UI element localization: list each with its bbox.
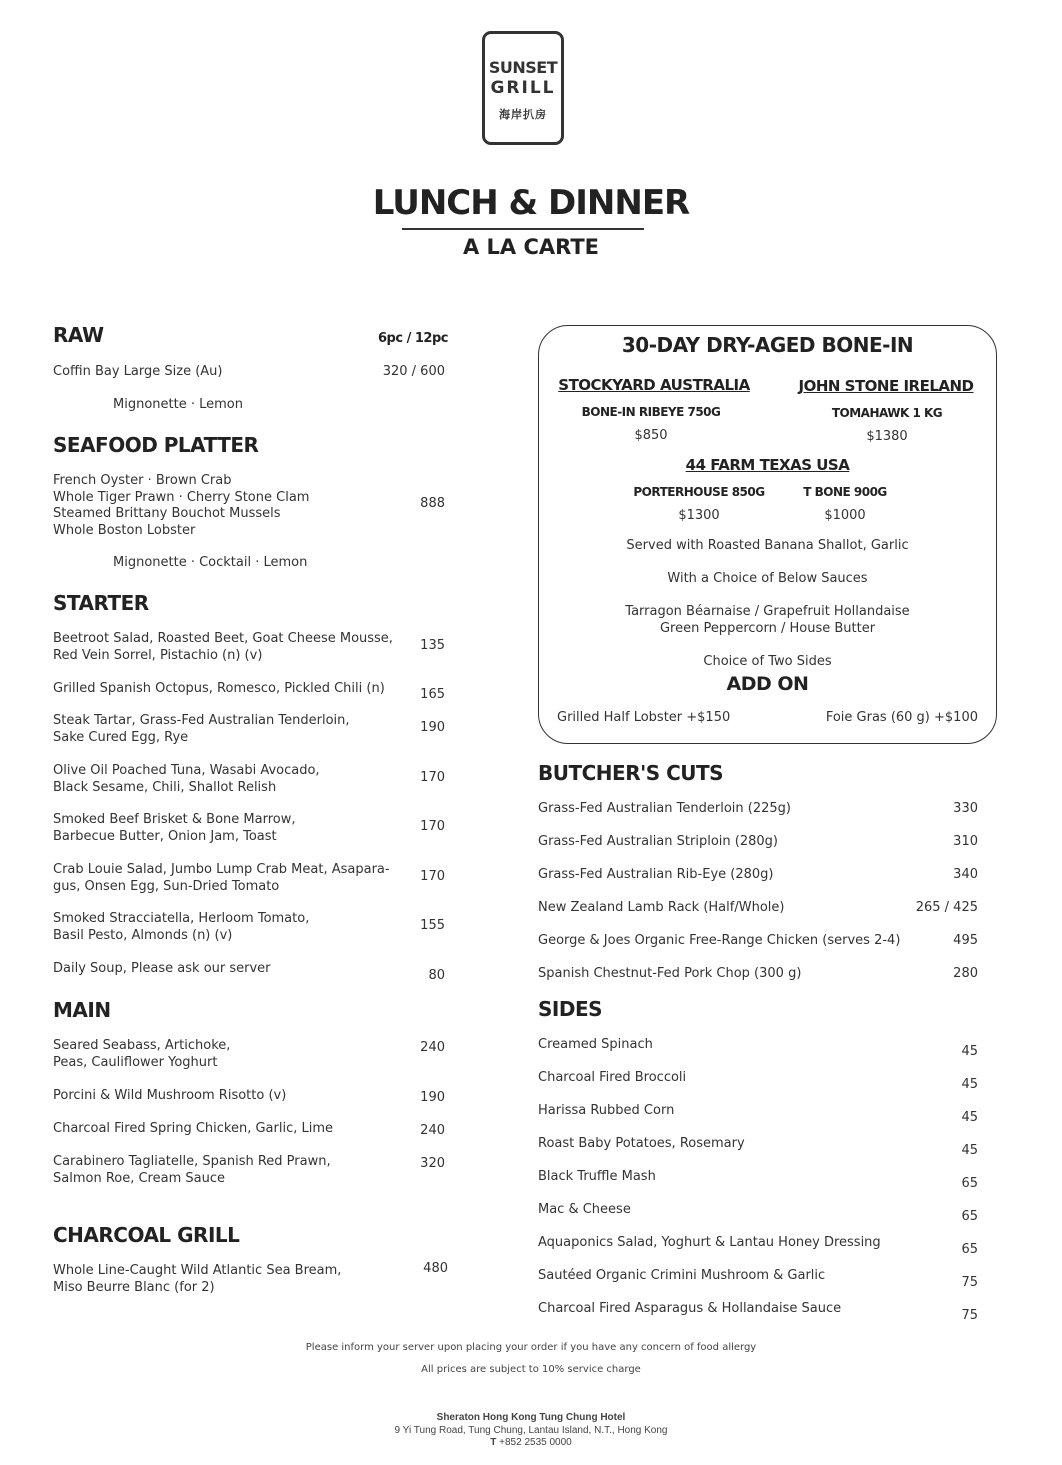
served-with: Served with Roasted Banana Shallot, Garlic xyxy=(626,538,909,553)
butchers-cut-item: Grass-Fed Australian Striploin (280g) xyxy=(538,834,778,849)
hotel-address: 9 Yi Tung Road, Tung Chung, Lantau Island, N.T., Hong Kong xyxy=(394,1425,668,1436)
main-item-line: Carabinero Tagliatelle, Spanish Red Prawn, xyxy=(53,1154,331,1169)
main-item xyxy=(53,1154,331,1187)
starter-item xyxy=(53,681,385,698)
sides-note: Choice of Two Sides xyxy=(703,654,832,669)
farm44-price: $1300 xyxy=(678,508,720,523)
starter-item xyxy=(53,763,320,796)
starter-price: 155 xyxy=(420,918,445,933)
main-price: 320 xyxy=(420,1156,445,1171)
main-item-line: Salmon Roe, Cream Sauce xyxy=(53,1170,225,1186)
main-price: 190 xyxy=(420,1090,445,1105)
side-price: 65 xyxy=(961,1242,978,1257)
starter-item xyxy=(53,862,390,895)
raw-column-label: 6pc / 12pc xyxy=(378,331,448,346)
butchers-cut-price: 495 xyxy=(953,933,978,948)
main-price: 240 xyxy=(420,1040,445,1055)
service-charge-note: All prices are subject to 10% service charge xyxy=(421,1364,641,1375)
starter-item-line: Sake Cured Egg, Rye xyxy=(53,729,189,745)
starter-heading: STARTER xyxy=(53,591,149,615)
butchers-cut-item: Grass-Fed Australian Rib-Eye (280g) xyxy=(538,867,774,882)
main-item xyxy=(53,1088,286,1105)
seafood-platter-line: Whole Boston Lobster xyxy=(53,522,196,538)
sauces-line: Green Peppercorn / House Butter xyxy=(659,621,876,636)
starter-item-line: Daily Soup, Please ask our server xyxy=(53,961,271,976)
starter-price: 135 xyxy=(420,638,445,653)
side-item: Mac & Cheese xyxy=(538,1202,631,1217)
starter-price: 165 xyxy=(420,687,445,702)
main-heading: MAIN xyxy=(53,998,111,1022)
seafood-platter-heading: SEAFOOD PLATTER xyxy=(53,433,259,457)
side-item: Sautéed Organic Crimini Mushroom & Garlic xyxy=(538,1268,826,1283)
starter-item-line: Smoked Stracciatella, Herloom Tomato, xyxy=(53,911,310,926)
charcoal-grill-price: 480 xyxy=(423,1261,448,1276)
starter-price: 170 xyxy=(420,770,445,785)
page-subtitle: A LA CARTE xyxy=(462,235,600,259)
charcoal-grill-line: Whole Line-Caught Wild Atlantic Sea Bream, xyxy=(53,1263,342,1278)
logo xyxy=(482,31,564,145)
add-on-item: Foie Gras (60 g) +$100 xyxy=(825,710,978,725)
sauces-line: Tarragon Béarnaise / Grapefruit Hollandaise xyxy=(625,604,910,619)
allergy-note: Please inform your server upon placing your order if you have any concern of food allergy xyxy=(305,1342,757,1353)
farm44-price: $1000 xyxy=(824,508,866,523)
butchers-cut-item: George & Joes Organic Free-Range Chicken (serves 2-4) xyxy=(538,933,901,948)
main-price: 240 xyxy=(420,1123,445,1138)
main-item-line: Peas, Cauliflower Yoghurt xyxy=(53,1054,218,1070)
starter-item-line: Steak Tartar, Grass-Fed Australian Tenderloin, xyxy=(53,713,350,728)
starter-item-line: Basil Pesto, Almonds (n) (v) xyxy=(53,927,233,943)
starter-item-line: Smoked Beef Brisket & Bone Marrow, xyxy=(53,812,296,827)
butchers-cut-price: 310 xyxy=(953,834,978,849)
side-item: Roast Baby Potatoes, Rosemary xyxy=(538,1136,745,1151)
starter-item xyxy=(53,812,295,845)
side-price: 45 xyxy=(961,1143,978,1158)
side-item: Black Truffle Mash xyxy=(538,1169,656,1184)
main-item xyxy=(53,1038,230,1071)
starter-item xyxy=(53,961,271,978)
stockyard-origin: STOCKYARD AUSTRALIA xyxy=(558,376,750,394)
john-stone-origin: JOHN STONE IRELAND xyxy=(798,377,974,395)
starter-price: 190 xyxy=(420,720,445,735)
seafood-platter-line: French Oyster · Brown Crab xyxy=(53,473,232,488)
starter-item-line: Red Vein Sorrel, Pistachio (n) (v) xyxy=(53,647,263,663)
side-item: Creamed Spinach xyxy=(538,1037,653,1052)
starter-item-line: Olive Oil Poached Tuna, Wasabi Avocado, xyxy=(53,763,320,778)
hotel-name: Sheraton Hong Kong Tung Chung Hotel xyxy=(436,1412,626,1423)
dry-aged-heading: 30-DAY DRY-AGED BONE-IN xyxy=(621,333,914,357)
logo-line-2: GRILL xyxy=(490,78,556,98)
butchers-cut-price: 280 xyxy=(953,966,978,981)
main-item-line: Porcini & Wild Mushroom Risotto (v) xyxy=(53,1088,287,1103)
starter-item-line: Barbecue Butter, Onion Jam, Toast xyxy=(53,828,277,844)
sides-heading: SIDES xyxy=(538,997,603,1021)
add-on-heading: ADD ON xyxy=(726,673,809,695)
hotel-phone xyxy=(0,1437,1062,1448)
farm44-cut: PORTERHOUSE 850G xyxy=(633,485,765,499)
side-price: 65 xyxy=(961,1209,978,1224)
side-item: Aquaponics Salad, Yoghurt & Lantau Honey Dressing xyxy=(538,1235,881,1250)
starter-item-line: gus, Onsen Egg, Sun-Dried Tomato xyxy=(53,878,280,894)
phone-number: +852 2535 0000 xyxy=(499,1437,572,1448)
butchers-cut-item: New Zealand Lamb Rack (Half/Whole) xyxy=(538,900,785,915)
farm44-cut: T BONE 900G xyxy=(803,485,887,499)
butchers-cut-price: 330 xyxy=(953,801,978,816)
main-item-line: Charcoal Fired Spring Chicken, Garlic, Lime xyxy=(53,1121,334,1136)
side-price: 45 xyxy=(961,1077,978,1092)
side-price: 65 xyxy=(961,1176,978,1191)
logo-line-3: 海岸扒房 xyxy=(499,108,547,121)
charcoal-grill-item xyxy=(53,1263,341,1296)
starter-item-line: Beetroot Salad, Roasted Beet, Goat Cheese Mousse, xyxy=(53,631,393,646)
john-stone-price: $1380 xyxy=(866,429,908,444)
starter-item-line: Grilled Spanish Octopus, Romesco, Pickled Chili (n) xyxy=(53,681,385,696)
starter-item xyxy=(53,713,350,746)
page-title: LUNCH & DINNER xyxy=(372,183,690,223)
side-price: 75 xyxy=(961,1308,978,1323)
stockyard-price: $850 xyxy=(634,428,668,443)
butchers-cut-price: 265 / 425 xyxy=(915,900,978,915)
side-item: Charcoal Fired Broccoli xyxy=(538,1070,687,1085)
main-item xyxy=(53,1121,333,1138)
side-price: 75 xyxy=(961,1275,978,1290)
side-item: Charcoal Fired Asparagus & Hollandaise Sauce xyxy=(538,1301,842,1316)
farm44-origin: 44 FARM TEXAS USA xyxy=(685,456,850,474)
logo-line-1: SUNSET xyxy=(488,58,558,77)
sauce-intro: With a Choice of Below Sauces xyxy=(667,571,868,586)
starter-item-line: Black Sesame, Chili, Shallot Relish xyxy=(53,779,277,795)
starter-item xyxy=(53,911,309,944)
raw-item: Coffin Bay Large Size (Au) xyxy=(53,364,223,379)
stockyard-cut: BONE-IN RIBEYE 750G xyxy=(581,405,721,419)
charcoal-grill-heading: CHARCOAL GRILL xyxy=(53,1223,240,1247)
starter-price: 80 xyxy=(428,968,445,983)
raw-garnish: Mignonette · Lemon xyxy=(113,397,243,412)
side-price: 45 xyxy=(961,1110,978,1125)
phone-label: T xyxy=(490,1437,497,1448)
starter-price: 170 xyxy=(420,869,445,884)
side-price: 45 xyxy=(961,1044,978,1059)
seafood-platter-line: Whole Tiger Prawn · Cherry Stone Clam xyxy=(53,489,310,505)
starter-item-line: Crab Louie Salad, Jumbo Lump Crab Meat, Asapara- xyxy=(53,862,390,877)
seafood-platter-garnish: Mignonette · Cocktail · Lemon xyxy=(113,555,308,570)
butchers-cuts-heading: BUTCHER'S CUTS xyxy=(538,761,724,785)
side-item: Harissa Rubbed Corn xyxy=(538,1103,675,1118)
butchers-cut-price: 340 xyxy=(953,867,978,882)
butchers-cut-item: Spanish Chestnut-Fed Pork Chop (300 g) xyxy=(538,966,802,981)
starter-price: 170 xyxy=(420,819,445,834)
seafood-platter-line: Steamed Brittany Bouchot Mussels xyxy=(53,506,281,521)
raw-heading: RAW xyxy=(53,323,104,347)
main-item-line: Seared Seabass, Artichoke, xyxy=(53,1038,231,1053)
add-on-item: Grilled Half Lobster +$150 xyxy=(557,710,731,725)
butchers-cut-item: Grass-Fed Australian Tenderloin (225g) xyxy=(538,801,791,816)
title-divider xyxy=(402,228,644,230)
seafood-platter-price: 888 xyxy=(420,496,445,511)
john-stone-cut: TOMAHAWK 1 KG xyxy=(831,406,943,420)
raw-price: 320 / 600 xyxy=(382,364,445,379)
starter-item xyxy=(53,631,393,664)
charcoal-grill-line: Miso Beurre Blanc (for 2) xyxy=(53,1279,215,1295)
